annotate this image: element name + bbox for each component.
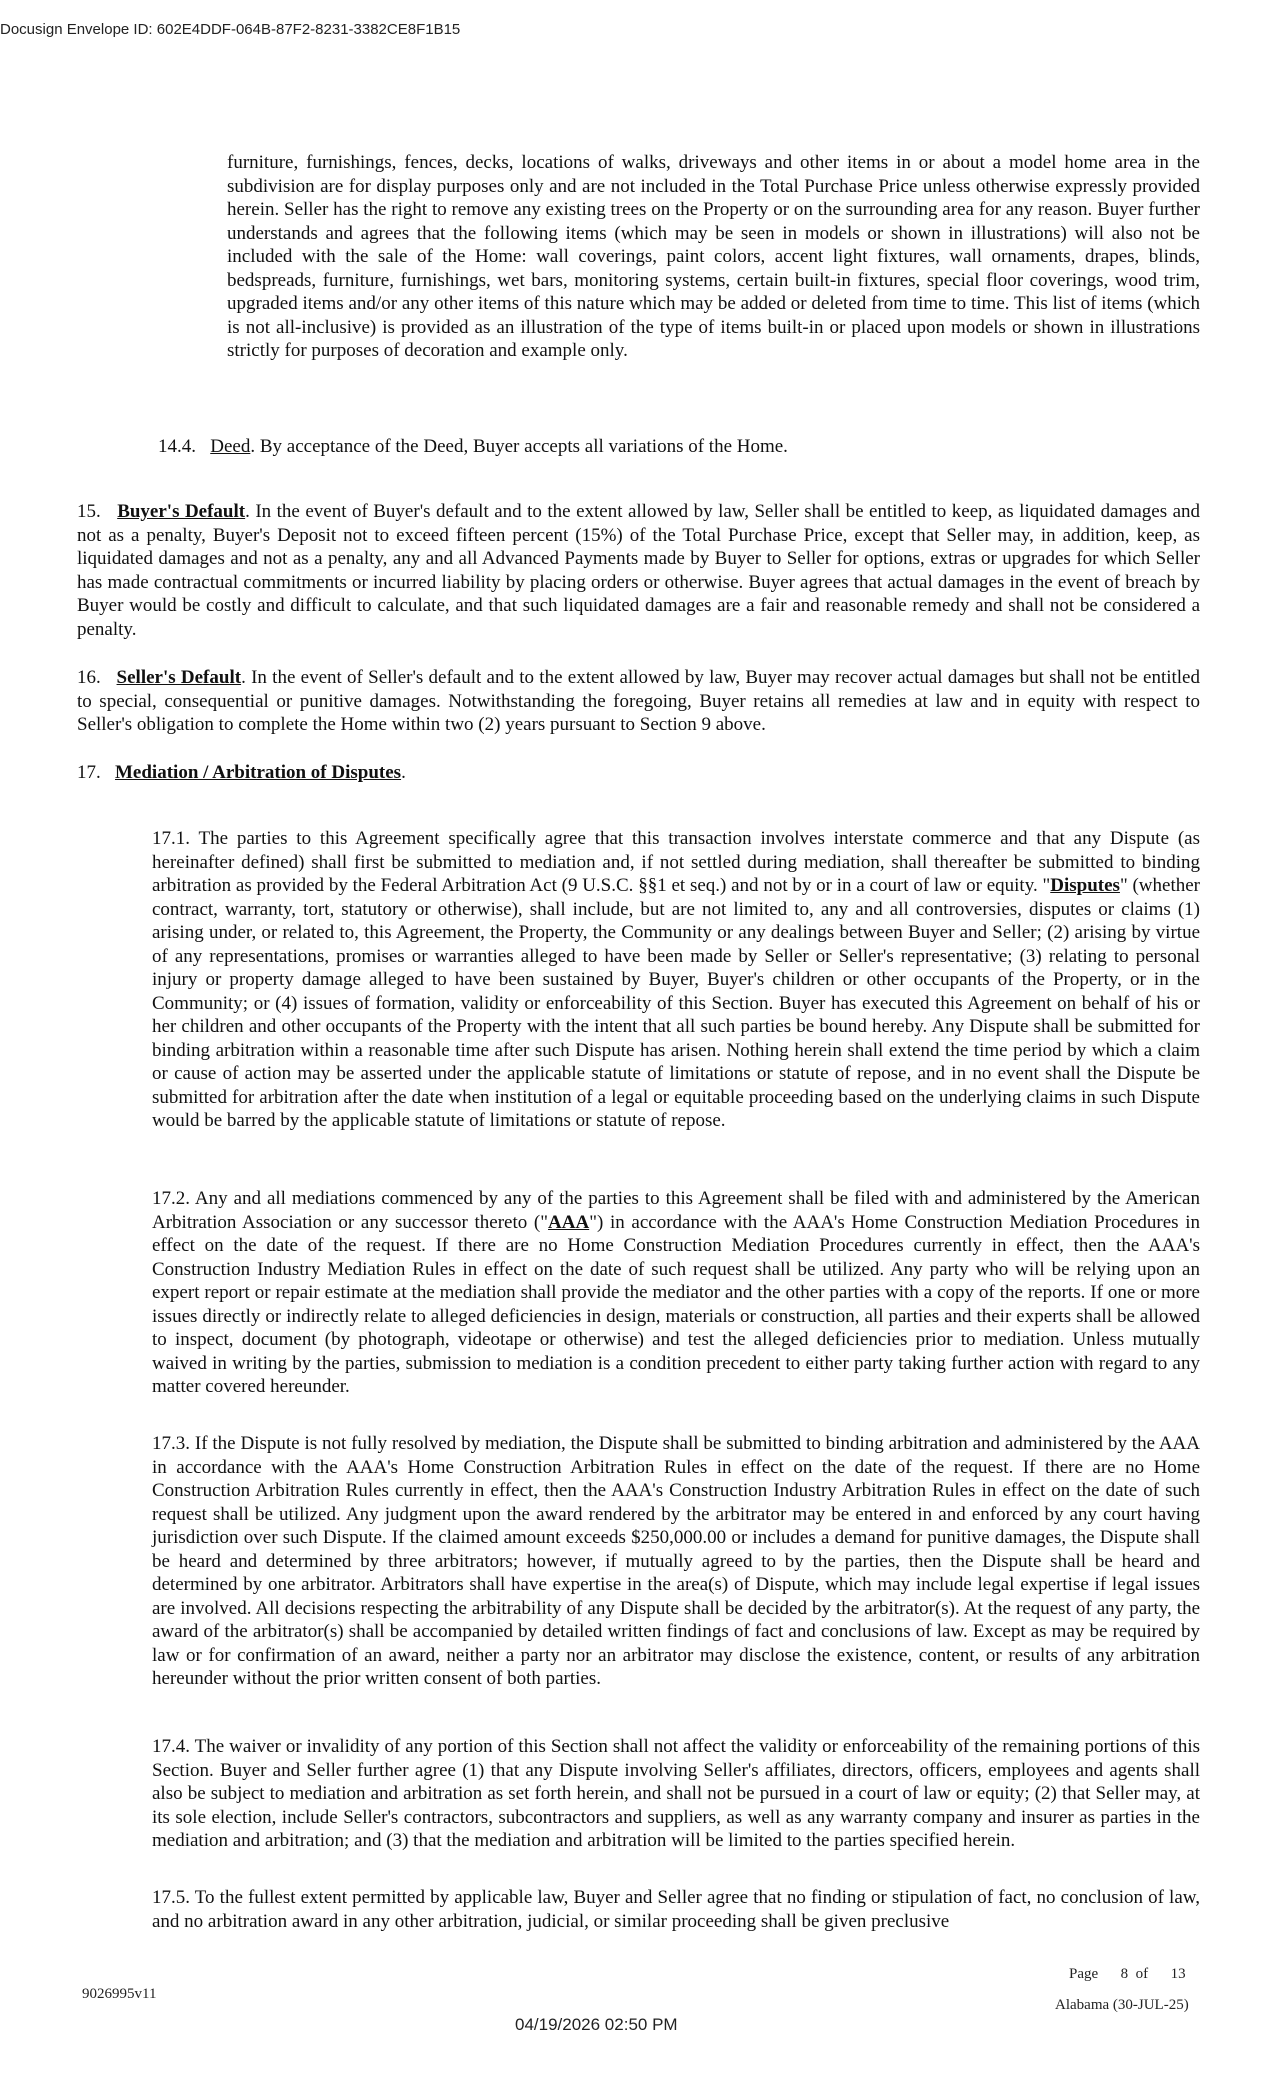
continuation-paragraph: furniture, furnishings, fences, decks, locations of walks, driveways and other items in or about a model home area in the subdivision are for display purposes only and are not included in the Total Purchase Price unless otherwise expressly provided herein. Seller has the right to remove any existing trees on the Property or on the surrounding area for any reason. Buyer further understands and agrees that the following items (which may be seen in models or shown in illustrations) will also not be included with the sale of the Home: wall coverings, paint colors, accent light fixtures, wall ornaments, drapes, blinds, bedspreads, furniture, furnishings, wet bars, monitoring systems, certain built-in fixtures, special floor coverings, wood trim, upgraded items and/or any other items of this nature which may be added or deleted from time to time. This list of items (which is not all-inclusive) is provided as an illustration of the type of items built-in or placed upon models or shown in illustrations strictly for purposes of decoration and example only.: [227, 152, 1200, 361]
document-code: 9026995v11: [82, 1986, 157, 2002]
section-lead: 17.1. The parties to this Agreement specifically agree that this transaction involves interstate commerce and that any Dispute (as hereinafter defined) shall first be submitted to mediation and, if not settled during mediation, shall thereafter be submitted to binding arbitration as provided by the Federal Arbitration Act (9 U.S.C. §§1 et seq.) and not by or in a court of law or equity. ": [152, 828, 1200, 896]
section-rest: ") in accordance with the AAA's Home Construction Mediation Procedures in effect on the date of the request. If there are no Home Construction Mediation Procedures currently in effect, then the AAA's Construction Industry Mediation Rules in effect on the date of such request shall be utilized. Any party who will be relying upon an expert report or repair estimate at the mediation shall provide the mediator and the other parties with a copy of the reports. If one or more issues directly or indirectly relate to alleged deficiencies in design, materials or construction, all parties and their experts shall be allowed to inspect, document (by photograph, videotape or otherwise) and test the alleged deficiencies prior to mediation. Unless mutually waived in writing by the parties, submission to mediation is a condition precedent to either party taking further action with regard to any matter covered hereunder.: [152, 1211, 1200, 1397]
section-heading: Seller's Default: [116, 667, 242, 688]
section-number: 14.4.: [158, 436, 196, 457]
envelope-id: Docusign Envelope ID: 602E4DDF-064B-87F2-8231-3382CE8F1B15: [0, 21, 461, 38]
section-16: [77, 666, 1200, 737]
section-17-heading: [77, 761, 1200, 785]
section-17-1: [152, 827, 1200, 1133]
section-text: . In the event of Buyer's default and to the extent allowed by law, Seller shall be entitled to keep, as liquidated damages and not as a penalty, Buyer's Deposit not to exceed fifteen percent (15%) of the Total Purchase Price, except that Seller may, in addition, keep, as liquidated damages and not as a penalty, any and all Advanced Payments made by Buyer to Seller for options, extras or upgrades for which Seller has made contractual commitments or incurred liability by placing orders or otherwise. Buyer agrees that actual damages in the event of breach by Buyer would be costly and difficult to calculate, and that such liquidated damages are a fair and reasonable remedy and shall not be considered a penalty.: [77, 501, 1201, 640]
timestamp: 04/19/2026 02:50 PM: [515, 2015, 678, 2034]
section-17-4: 17.4. The waiver or invalidity of any portion of this Section shall not affect the validity or enforceability of the remaining portions of this Section. Buyer and Seller further agree (1) that any Dispute involving Seller's affiliates, directors, officers, employees and agents shall also be subject to mediation and arbitration as set forth herein, and shall not be pursued in a court of law or equity; (2) that Seller may, at its sole election, include Seller's contractors, subcontractors and suppliers, as well as any warranty company and insurer as parties in the mediation and arbitration; and (3) that the mediation and arbitration will be limited to the parties specified herein.: [152, 1736, 1200, 1851]
defined-term-disputes: Disputes: [1050, 875, 1120, 896]
section-number: 17.: [77, 762, 101, 783]
page-indicator: [1069, 1966, 1186, 1983]
section-text: . By acceptance of the Deed, Buyer accepts all variations of the Home.: [250, 436, 788, 457]
page-total: 13: [1170, 1966, 1186, 1982]
section-heading: Mediation / Arbitration of Disputes: [115, 762, 402, 783]
section-17-5: 17.5. To the fullest extent permitted by applicable law, Buyer and Seller agree that no finding or stipulation of fact, no conclusion of law, and no arbitration award in any other arbitration, judicial, or similar proceeding shall be given preclusive: [152, 1887, 1200, 1932]
page-of-label: of: [1135, 1966, 1149, 1982]
section-number: 15.: [77, 501, 101, 522]
section-lead: 17.2. Any and all mediations commenced by any of the parties to this Agreement shall be filed with and administered by the American Arbitration Association or any successor thereto (": [152, 1188, 1200, 1233]
section-text: . In the event of Seller's default and to the extent allowed by law, Buyer may recover actual damages but shall not be entitled to special, consequential or punitive damages. Notwithstanding the foregoing, Buyer retains all remedies at law and in equity with respect to Seller's obligation to complete the Home within two (2) years pursuant to Section 9 above.: [77, 667, 1200, 735]
section-15: [77, 500, 1200, 641]
section-period: .: [401, 762, 406, 783]
state-version: Alabama (30-JUL-25): [1055, 1997, 1189, 2013]
section-heading: Buyer's Default: [117, 501, 246, 522]
section-17-3: 17.3. If the Dispute is not fully resolved by mediation, the Dispute shall be submitted to binding arbitration and administered by the AAA in accordance with the AAA's Home Construction Arbitration Rules in effect on the date of the request. If there are no Home Construction Arbitration Rules currently in effect, then the AAA's Construction Industry Arbitration Rules in effect on the date of such request shall be utilized. Any judgment upon the award rendered by the arbitrator may be entered in and enforced by any court having jurisdiction over such Dispute. If the claimed amount exceeds $250,000.00 or includes a demand for punitive damages, the Dispute shall be heard and determined by three arbitrators; however, if mutually agreed to by the parties, then the Dispute shall be heard and determined by one arbitrator. Arbitrators shall have expertise in the area(s) of Dispute, which may include legal expertise if legal issues are involved. All decisions respecting the arbitrability of any Dispute shall be decided by the arbitrator(s). At the request of any party, the award of the arbitrator(s) shall be accompanied by detailed written findings of fact and conclusions of law. Except as may be required by law or for confirmation of an award, neither a party nor an arbitrator may disclose the existence, content, or results of any arbitration hereunder without the prior written consent of both parties.: [152, 1433, 1200, 1689]
page-number: 8: [1120, 1966, 1129, 1982]
defined-term-aaa: AAA: [548, 1211, 590, 1233]
section-heading: Deed: [210, 436, 251, 457]
section-17-2: [152, 1187, 1200, 1399]
page-label: Page: [1069, 1966, 1099, 1982]
section-number: 16.: [77, 667, 101, 688]
section-14-4: [158, 435, 1158, 459]
section-rest: " (whether contract, warranty, tort, statutory or otherwise), shall include, but are not limited to, any and all controversies, disputes or claims (1) arising under, or related to, this Agreement, the Property, the Community or any dealings between Buyer and Seller; (2) arising by virtue of any representations, promises or warranties alleged to have been made by Seller or Seller's representative; (3) relating to personal injury or property damage alleged to have been sustained by Buyer, Buyer's children or other occupants of the Property, or in the Community; or (4) issues of formation, validity or enforceability of this Section. Buyer has executed this Agreement on behalf of his or her children and other occupants of the Property with the intent that all such parties be bound hereby. Any Dispute shall be submitted for binding arbitration within a reasonable time after such Dispute has arisen. Nothing herein shall extend the time period by which a claim or cause of action may be asserted under the applicable statute of limitations or statute of repose, and in no event shall the Dispute be submitted for arbitration after the date when institution of a legal or equitable proceeding based on the underlying claims in such Dispute would be barred by the applicable statute of limitations or statute of repose.: [152, 875, 1201, 1131]
